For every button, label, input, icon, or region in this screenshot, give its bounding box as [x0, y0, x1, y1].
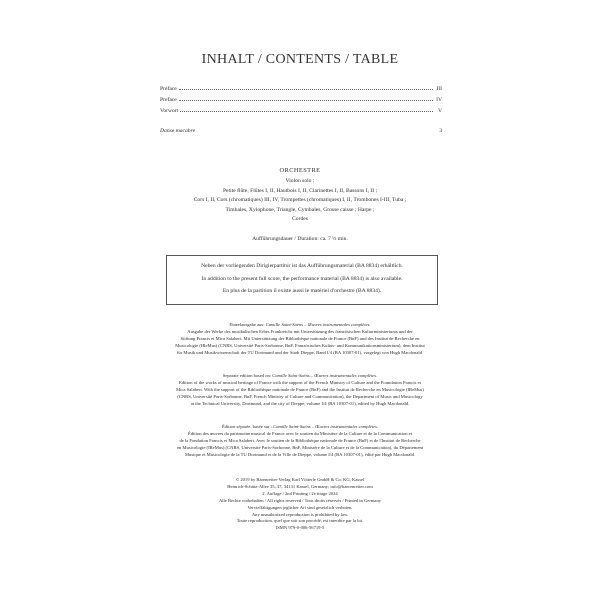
ismn-number: ISMN 979-0-006-56719-5 [275, 525, 325, 531]
toc-label: Preface [160, 97, 177, 103]
performance-duration: Aufführungsdauer / Duration: ca. 7 ½ min. [252, 236, 348, 242]
edition-line: Mica Salabert. With the support of the Bibliothèque nationale de France (BnF) and the Institut de Recherche en Musicologie (IReMus) [176, 386, 424, 392]
edition-prefix: Édition séparée, basée sur : [221, 424, 274, 429]
table-of-contents [160, 86, 442, 139]
edition-line: Ausgabe der Werke des musikalischen Erbes Frankreichs mit Unterstützung des französischen Kulturministeriums und der [187, 328, 413, 334]
material-note-de: Neben der vorliegenden Dirigierpartitur ist das Aufführungsmaterial (BA 8834) erhältlich. [201, 263, 403, 269]
edition-series-title: Camille Saint-Saëns – Œuvres instrumentales complètes. [272, 373, 378, 378]
rights-line: Alle Rechte vorbehalten / All rights reserved / Tous droits réservés / Printed in Germany [218, 497, 382, 503]
edition-note-de [148, 322, 452, 357]
orchestra-line: Timbales, Xylophone, Triangle, Cymbales, Grosse caisse ; Harpe ; [225, 206, 375, 213]
orchestra-line: Violon solo ; [285, 178, 315, 185]
edition-line: Edition of the works of musical heritage of France with the support of the French Ministry of Culture and the Foundation Francis et [179, 379, 421, 385]
edition-note-en [148, 373, 452, 408]
edition-prefix: Einzelausgabe aus: [229, 322, 266, 327]
toc-entry-vorwort [160, 108, 442, 119]
toc-dot-leader [179, 100, 433, 101]
edition-line: Édition des œuvres du patrimoine musical de France avec le soutien du Ministère de la Culture et de la Communication et [187, 430, 412, 436]
toc-page-number: III [436, 86, 442, 92]
legal-line-en: Any unauthorized reproduction is prohibited by law. [251, 511, 349, 517]
legal-line-fr: Toute reproduction, quel que soit son procédé, est interdite par la loi. [236, 518, 364, 524]
toc-label: Vorwort [160, 108, 179, 114]
toc-dot-leader [179, 89, 433, 90]
page-title: INHALT / CONTENTS / TABLE [201, 52, 399, 67]
edition-note-fr [148, 424, 452, 459]
toc-entry-danse-macabre [160, 128, 442, 139]
edition-line: de la Fondation Francis et Mica Salabert. Avec le soutien de la Bibliothèque nationale de France (BnF) et de l'Institut de Recherche [179, 437, 421, 443]
orchestra-line: Cors I, II, Cors (chromatiques) III, IV, Trompettes (chromatiques) I, II, Trombones I-III, Tuba ; [193, 197, 407, 204]
edition-line: (CNRS, Université Paris-Sorbonne, BnF, French Ministry of Culture and Communication), the Department of Music and Musicology [177, 393, 423, 399]
material-note-fr: En plus de la partition il existe aussi le matériel d'orchestre (BA 8834). [222, 288, 382, 295]
edition-line: Musicologie (IReMus) (CNRS, Université Paris-Sorbonne, BnF, Französisches Kultus- und Kommunikationsministerium), dem Institut [175, 342, 425, 348]
toc-page-number: 3 [439, 128, 442, 134]
printing-info: 2. Auflage / 2nd Printing / 2e tirage 2024 [262, 490, 338, 496]
toc-page-number: V [437, 108, 442, 114]
legal-line-de: Vervielfältigungen jeglicher Art sind gesetzlich verboten. [247, 504, 353, 510]
orchestra-heading: ORCHESTRE [279, 167, 321, 174]
material-note-en: In addition to the present full score, the performance material (BA 8834) is also available. [201, 275, 403, 282]
edition-line: für Musik und Musikwissenschaft der TU Dortmund und der Stadt Dieppe, Band I/4 (BA 10307-01), vorgelegt von Hugh Macdonald. [176, 349, 424, 355]
toc-entry-preface-fr [160, 86, 442, 97]
orchestra-line: Petite flûte, Flûtes I, II, Hautbois I, II, Clarinettes I, II, Bassons I, II ; [222, 187, 378, 194]
edition-line: Musique et Musicologie de la TU Dortmund et de la Ville de Dieppe, volume I/4 (BA 10307-01), édité par Hugh Macdonald. [184, 451, 416, 457]
edition-line: Stiftung Francis et Mica Salabert. Mit Unterstützung der Bibliothèque nationale de France (BnF) und des Institut de Recherche en [180, 335, 420, 341]
edition-series-title: Camille Saint-Saëns – Œuvres instrumentales complètes. [265, 322, 371, 327]
edition-prefix: Separate edition based on: [222, 373, 273, 378]
edition-line: at the Technical University, Dortmund, and the city of Dieppe, volume I/4 (BA 10307-01), edited by Hugh Macdonald. [190, 400, 410, 406]
edition-line: en Musicologie (IReMus) (CNRS, Université Paris-Sorbonne, BnF, Ministère de la Culture et de la Communication), du Département [176, 444, 424, 450]
performance-material-box [166, 255, 438, 305]
toc-entry-preface-en [160, 97, 442, 108]
orchestra-line: Cordes [292, 216, 308, 223]
copyright-block [148, 477, 452, 532]
toc-page-number: IV [436, 97, 442, 103]
edition-series-title: Camille Saint-Saëns – Œuvres instrumentales complètes. [273, 424, 379, 429]
toc-label: Danse macabre [160, 128, 196, 134]
toc-label: Préface [160, 86, 177, 92]
copyright-line: © 2019 by Bärenreiter-Verlag Karl Vötterle GmbH & Co. KG, Kassel [235, 477, 365, 482]
orchestration-section [0, 166, 600, 224]
publisher-address: Heinrich-Schütz-Allee 35–37, 34131 Kassel, Germany; info@baerenreiter.com [227, 483, 373, 489]
toc-dot-leader [180, 111, 433, 112]
